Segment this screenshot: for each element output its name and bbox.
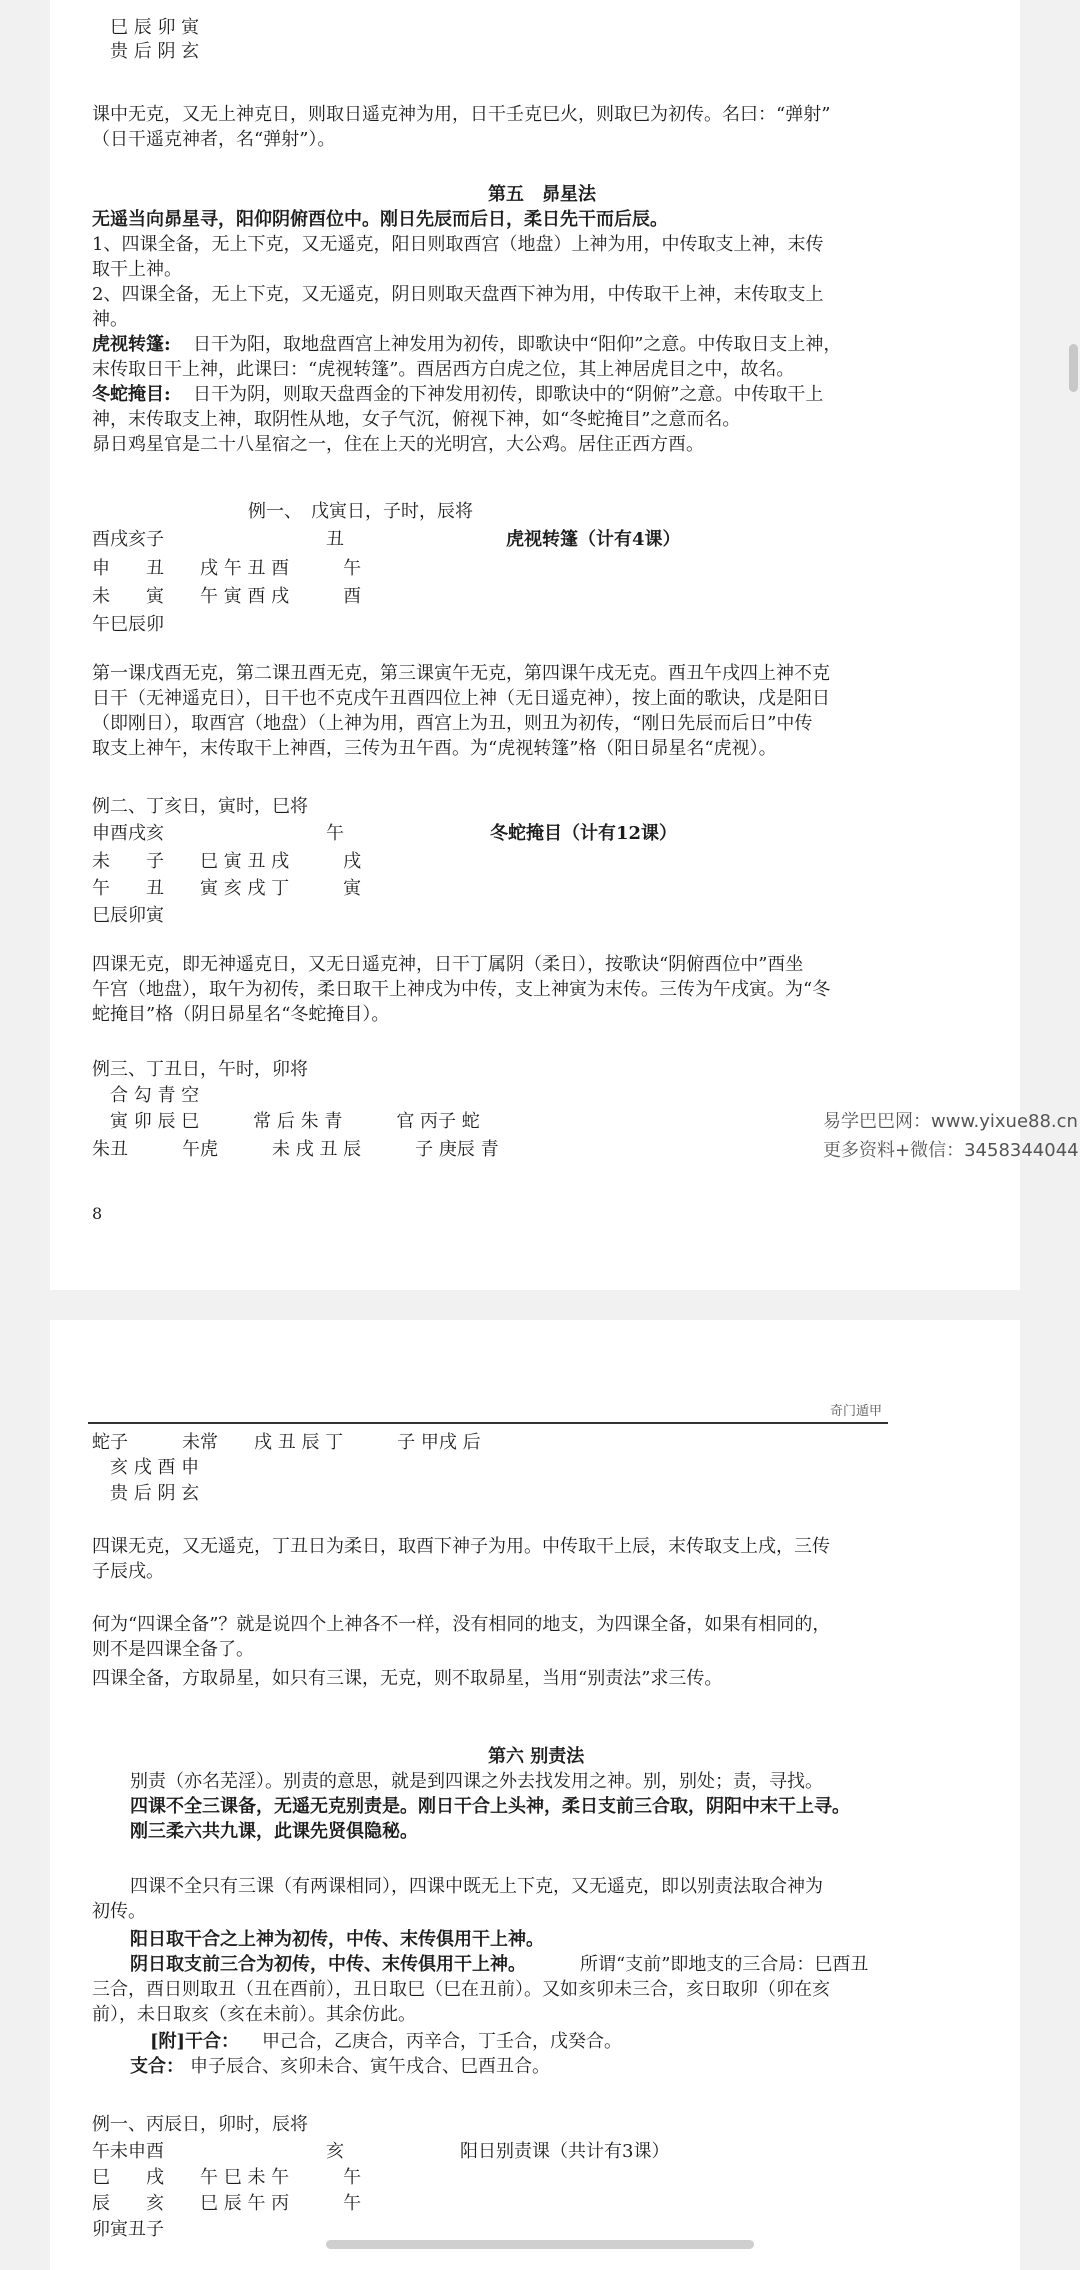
text-line: 日干为阳，取地盘酉宫上神发用为初传，即歌诀中“阳仰”之意。中传取日支上神， xyxy=(193,334,842,355)
text-line: （日干遥克神者，名“弹射”）。 xyxy=(92,129,336,150)
watermark-site: 易学巴巴网：www.yixue88.cn xyxy=(823,1111,1078,1132)
rule-line: 阴日取支前三合为初传，中传、末传俱用干上神。 xyxy=(130,1954,526,1975)
text-line: 甲己合，乙庚合，丙辛合，丁壬合，戊癸合。 xyxy=(262,2031,622,2052)
text-line: 四课无克，又无遥克，丁丑日为柔日，取酉下神子为用。中传取干上辰，末传取支上戌，三传 xyxy=(92,1536,830,1557)
chart-row: 贵 后 阴 玄 xyxy=(92,1483,200,1504)
page-number: 8 xyxy=(92,1204,103,1223)
chart-row: 巳辰卯寅 xyxy=(92,905,164,926)
text-line: 取支上神午，末传取干上神酉，三传为丑午酉。为“虎视转篷”格（阳日昴星名“虎视）。 xyxy=(92,738,777,759)
example-title: 例一、 戊寅日，子时，辰将 xyxy=(248,501,473,522)
example-title: 例二、丁亥日，寅时，巳将 xyxy=(92,796,308,817)
case-name: 阳日别责课（共计有3课） xyxy=(460,2141,670,2162)
chart-row: 蛇子 未常 戌 丑 辰 丁 子 甲戌 后 xyxy=(92,1432,481,1453)
text-line: 初传。 xyxy=(92,1901,146,1922)
text-line: 前），未日取亥（亥在未前）。其余仿此。 xyxy=(92,2004,416,2025)
header-logo: 奇门遁甲 xyxy=(830,1404,883,1419)
text-line: 四课无克，即无神遥克日，又无日遥克神，日干丁属阴（柔日），按歌诀“阴俯酉位中”酉坐 xyxy=(92,954,804,975)
text-line: 取干上神。 xyxy=(92,259,182,280)
text-line: 末传取日干上神，此课曰：“虎视转篷”。酉居西方白虎之位，其上神居虎目之中，故名。 xyxy=(92,359,795,380)
case-name: 虎视转篷（计有4课） xyxy=(506,529,681,550)
chart-row: 午 丑 寅 亥 戌 丁 寅 xyxy=(92,878,362,899)
text-line: 申子辰合、亥卯未合、寅午戌合、巳酉丑合。 xyxy=(190,2056,550,2077)
chart-row: 寅 卯 辰 巳 常 后 朱 青 官 丙子 蛇 xyxy=(92,1111,480,1132)
text-line: 神，末传取支上神，取阴性从地，女子气沉，俯视下神，如“冬蛇掩目”之意而名。 xyxy=(92,409,741,430)
text-line: 日干为阴，则取天盘酉金的下神发用初传，即歌诀中的“阴俯”之意。中传取干上 xyxy=(193,384,824,405)
term-label: 虎视转篷: xyxy=(92,334,171,355)
text-line: 2、四课全备，无上下克，又无遥克，阴日则取天盘酉下神为用，中传取干上神，末传取支上 xyxy=(92,284,824,305)
example-title: 例一、丙辰日，卯时，辰将 xyxy=(92,2114,308,2135)
text-line: 巳 辰 卯 寅 xyxy=(92,17,200,38)
text-line: 神。 xyxy=(92,309,128,330)
chart-row: 卯寅丑子 xyxy=(92,2219,164,2240)
header-rule xyxy=(88,1422,888,1424)
text-line: 昴日鸡星官是二十八星宿之一，住在上天的光明宫，大公鸡。居住正西方酉。 xyxy=(92,434,704,455)
verse-line: 四课不全三课备，无遥无克别责是。刚日干合上头神，柔日支前三合取，阴阳中末干上寻。 xyxy=(130,1796,850,1817)
chart-row: 午巳辰卯 xyxy=(92,614,164,635)
text-line: 贵 后 阴 玄 xyxy=(92,41,200,62)
chart-row: 申酉戌亥 午 xyxy=(92,823,344,844)
section-heading: 第五 昴星法 xyxy=(488,184,596,205)
text-line: 1、四课全备，无上下克，又无遥克，阳日则取酉宫（地盘）上神为用，中传取支上神，末传 xyxy=(92,234,824,255)
chart-row: 申 丑 戌 午 丑 酉 午 xyxy=(92,558,362,579)
term-label: 冬蛇掩目: xyxy=(92,384,171,405)
text-line: 子辰戌。 xyxy=(92,1561,164,1582)
term-label: [附]干合： xyxy=(150,2031,240,2052)
text-line: 课中无克，又无上神克日，则取日遥克神为用，日干壬克巳火，则取巳为初传。名曰：“弹射” xyxy=(92,104,831,125)
text-line: 四课全备，方取昴星，如只有三课，无克，则不取昴星，当用“别责法”求三传。 xyxy=(92,1668,723,1689)
chart-row: 合 勾 青 空 xyxy=(92,1085,200,1106)
chart-row: 未 寅 午 寅 酉 戌 酉 xyxy=(92,586,362,607)
watermark-contact: 更多资料+微信：3458344044 xyxy=(823,1140,1079,1161)
home-indicator[interactable] xyxy=(326,2240,754,2249)
text-line: 别责（亦名芜淫）。别责的意思，就是到四课之外去找发用之神。别，别处；责，寻找。 xyxy=(130,1771,823,1792)
section-heading: 第六 别责法 xyxy=(488,1746,585,1767)
text-line: 所谓“支前”即地支的三合局：巳酉丑 xyxy=(580,1954,869,1975)
chart-row: 酉戌亥子 丑 xyxy=(92,529,344,550)
rule-line: 阳日取干合之上神为初传，中传、末传俱用干上神。 xyxy=(130,1929,544,1950)
text-line: 三合，酉日则取丑（丑在酉前），丑日取巳（巳在丑前）。又如亥卯未三合，亥日取卯（卯在亥 xyxy=(92,1979,830,2000)
scrollbar-thumb[interactable] xyxy=(1069,344,1078,392)
verse-line: 无遥当向昴星寻，阳仰阴俯酉位中。刚日先辰而后日，柔日先干而后辰。 xyxy=(92,209,668,230)
term-label: 支合： xyxy=(130,2056,184,2077)
text-line: 午宫（地盘），取午为初传，柔日取干上神戌为中传，支上神寅为末传。三传为午戌寅。为“冬 xyxy=(92,979,831,1000)
text-line: 日干（无神遥克日），日干也不克戌午丑酉四位上神（无日遥克神），按上面的歌诀，戊是阳日 xyxy=(92,688,830,709)
text-line: 何为“四课全备”？就是说四个上神各不一样，没有相同的地支，为四课全备，如果有相同的， xyxy=(92,1614,831,1635)
chart-row: 未 子 巳 寅 丑 戌 戌 xyxy=(92,851,362,872)
chart-row: 辰 亥 巳 辰 午 丙 午 xyxy=(92,2193,362,2214)
text-line: 第一课戊酉无克，第二课丑酉无克，第三课寅午无克，第四课午戌无克。酉丑午戌四上神不克 xyxy=(92,663,830,684)
chart-row: 巳 戌 午 巳 未 午 午 xyxy=(92,2167,362,2188)
text-line: 蛇掩目”格（阴日昴星名“冬蛇掩目）。 xyxy=(92,1004,390,1025)
example-title: 例三、丁丑日，午时，卯将 xyxy=(92,1059,308,1080)
case-name: 冬蛇掩目（计有12课） xyxy=(490,823,678,844)
text-line: 则不是四课全备了。 xyxy=(92,1639,254,1660)
chart-row: 午未申酉 亥 xyxy=(92,2141,344,2162)
text-line: 四课不全只有三课（有两课相同），四课中既无上下克，又无遥克，即以别责法取合神为 xyxy=(130,1876,823,1897)
verse-line: 刚三柔六共九课，此课先贤俱隐秘。 xyxy=(130,1821,418,1842)
text-line: （即刚日），取酉宫（地盘）（上神为用，酉宫上为丑，则丑为初传，“刚日先辰而后日”中传 xyxy=(92,713,813,734)
chart-row: 亥 戌 酉 申 xyxy=(92,1457,200,1478)
chart-row: 朱丑 午虎 未 戌 丑 辰 子 庚辰 青 xyxy=(92,1139,499,1160)
